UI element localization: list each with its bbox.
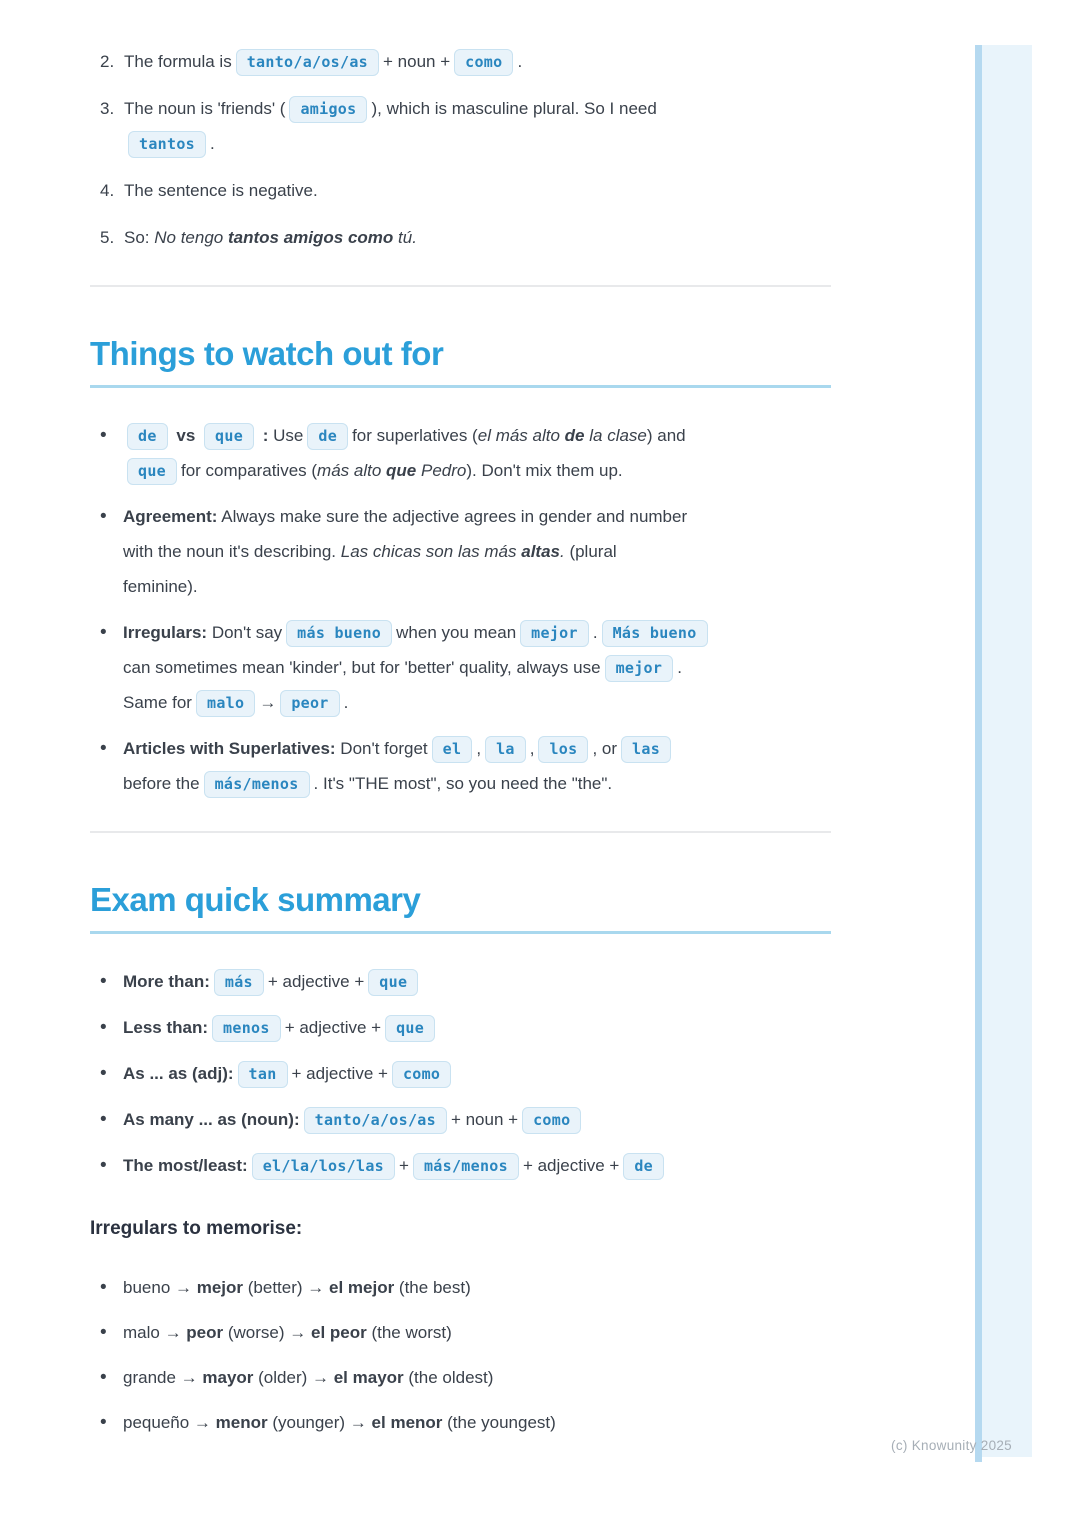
list-number: 2. [100,52,115,71]
memorise-item [90,1360,831,1395]
memorise-item [90,1315,831,1350]
code-chip: los [538,736,588,763]
code-chip: malo [196,690,255,717]
code-chip: las [621,736,671,763]
code-chip: Más bueno [602,620,708,647]
notes-content [90,44,831,1450]
text-run: tú. [393,228,417,247]
worked-example-steps [90,44,831,255]
text-run: (the best) [394,1278,471,1297]
text-run: with the noun it's describing. [123,542,341,561]
text-run: (the worst) [366,1323,452,1342]
summary-item [90,1148,831,1183]
code-chip: mejor [520,620,589,647]
memorise-item [90,1270,831,1305]
code-chip: de [307,423,348,450]
memorise-item [90,1405,831,1440]
code-chip: tantos [128,131,206,158]
step-item [90,173,831,208]
summary-item [90,1010,831,1045]
text-run: for comparatives ( [181,461,318,480]
text-run: The noun is 'friends' ( [124,99,286,118]
text-run: vs [171,426,201,445]
step-text [124,44,831,79]
code-chip: de [127,423,168,450]
list-number: 5. [100,228,115,247]
text-run: Use [268,426,304,445]
watch-out-item [90,418,831,488]
code-chip: mejor [605,655,674,682]
section-divider [90,831,831,833]
section-title-exam-summary: Exam quick summary [90,881,831,934]
code-chip: más bueno [286,620,392,647]
text-run: . [343,693,349,712]
text-run: : [258,426,269,445]
step-text [124,173,831,208]
watch-out-item [90,731,831,801]
text-run: (the youngest) [442,1413,556,1432]
step-item [90,220,831,255]
list-number: 4. [100,181,115,200]
text-run: Less than: [123,1018,209,1037]
text-run: can sometimes mean 'kinder', but for 'better' quality, always use [123,658,601,677]
code-chip: tan [238,1061,288,1088]
code-chip: más/menos [204,771,310,798]
code-chip: que [385,1015,435,1042]
code-chip: que [127,458,177,485]
text-run: → [259,693,277,712]
code-chip: amigos [289,96,367,123]
text-run: . [592,623,598,642]
text-run: The most/least: [123,1156,248,1175]
text-run: pequeño → [123,1413,216,1432]
text-run: feminine). [123,577,198,596]
text-run: for superlatives ( [352,426,478,445]
text-run: , [476,739,482,758]
code-chip: más [214,969,264,996]
text-run: Las chicas son las más [340,542,522,561]
code-chip: peor [280,690,339,717]
text-run: ), which is masculine plural. So I need [371,99,657,118]
text-run: + adjective + [522,1156,620,1175]
text-run: (better) → [243,1278,329,1297]
text-run: el menor [371,1413,443,1432]
text-run: ) and [646,426,686,445]
text-run: + [399,1156,409,1175]
text-run: Don't say [207,623,283,642]
text-run: , [529,739,535,758]
code-chip: que [204,423,254,450]
text-run: Pedro [416,461,467,480]
step-text [124,220,831,255]
text-run: As ... as (adj): [123,1064,234,1083]
text-run: + noun + [383,52,451,71]
text-run: No tengo [154,228,228,247]
text-run: + adjective + [291,1064,388,1083]
text-run: The sentence is negative. [124,181,318,200]
text-run: el más alto [477,426,565,445]
text-run: . [517,52,523,71]
text-run: + adjective + [284,1018,382,1037]
code-chip: como [392,1061,451,1088]
watch-out-list [90,418,831,801]
step-item [90,44,831,79]
code-chip: de [623,1153,664,1180]
step-item [90,91,831,161]
text-run: de [564,426,585,445]
code-chip: la [485,736,526,763]
text-run: que [386,461,417,480]
text-run: (the oldest) [403,1368,494,1387]
text-run: Always make sure the adjective agrees in gender and number [217,507,688,526]
text-run: grande → [123,1368,203,1387]
text-run: Agreement: [123,507,218,526]
text-run: el mayor [333,1368,404,1387]
section-title-watch-out: Things to watch out for [90,335,831,388]
text-run: As many ... as (noun): [123,1110,300,1129]
section-divider [90,285,831,287]
text-run: ). Don't mix them up. [466,461,623,480]
code-chip: como [522,1107,581,1134]
memorise-heading: Irregulars to memorise: [90,1218,303,1239]
list-number: 3. [100,99,115,118]
code-chip: que [368,969,418,996]
text-run: bueno → [123,1278,197,1297]
text-run: malo → [123,1323,187,1342]
text-run: So: [124,228,155,247]
text-run: (worse) → [223,1323,311,1342]
text-run: More than: [123,972,210,991]
text-run: mejor [196,1278,244,1297]
text-run: el peor [310,1323,367,1342]
text-run: Don't forget [335,739,428,758]
text-run: tantos amigos como [227,228,394,247]
text-run: Articles with Superlatives: [123,739,336,758]
code-chip: tanto/a/os/as [304,1107,447,1134]
text-run: . [677,658,682,677]
code-chip: el/la/los/las [252,1153,395,1180]
summary-item [90,1056,831,1091]
code-chip: el [432,736,473,763]
text-run: when you mean [396,623,517,642]
text-run: el mejor [329,1278,395,1297]
code-chip: más/menos [413,1153,519,1180]
code-chip: menos [212,1015,281,1042]
text-run: , or [592,739,618,758]
text-run: menor [215,1413,268,1432]
exam-summary-list [90,964,831,1183]
text-run: Same for [123,693,192,712]
text-run: altas [521,542,560,561]
summary-item [90,964,831,999]
text-run: The formula is [124,52,232,71]
summary-item [90,1102,831,1137]
text-run: (plural [564,542,617,561]
text-run: . It's "THE most", so you need the "the". [313,774,613,793]
text-run: mayor [202,1368,254,1387]
code-chip: como [454,49,513,76]
copyright-footer: (c) Knowunity 2025 [891,1438,1012,1453]
watch-out-item [90,499,831,604]
text-run: la clase [584,426,647,445]
text-run: (younger) → [267,1413,372,1432]
text-run: más alto [317,461,387,480]
page-edge-panel [982,45,1032,1457]
code-chip: tanto/a/os/as [236,49,379,76]
text-run: + adjective + [267,972,365,991]
text-run: Irregulars: [123,623,208,642]
text-run: peor [186,1323,224,1342]
step-text [124,91,831,161]
watch-out-item [90,615,831,720]
text-run: + noun + [450,1110,519,1129]
text-run: (older) → [253,1368,334,1387]
text-run: . [210,134,215,153]
text-run: . [559,542,565,561]
page-edge-strip [975,45,982,1462]
text-run: before the [123,774,200,793]
memorise-list [90,1270,831,1440]
